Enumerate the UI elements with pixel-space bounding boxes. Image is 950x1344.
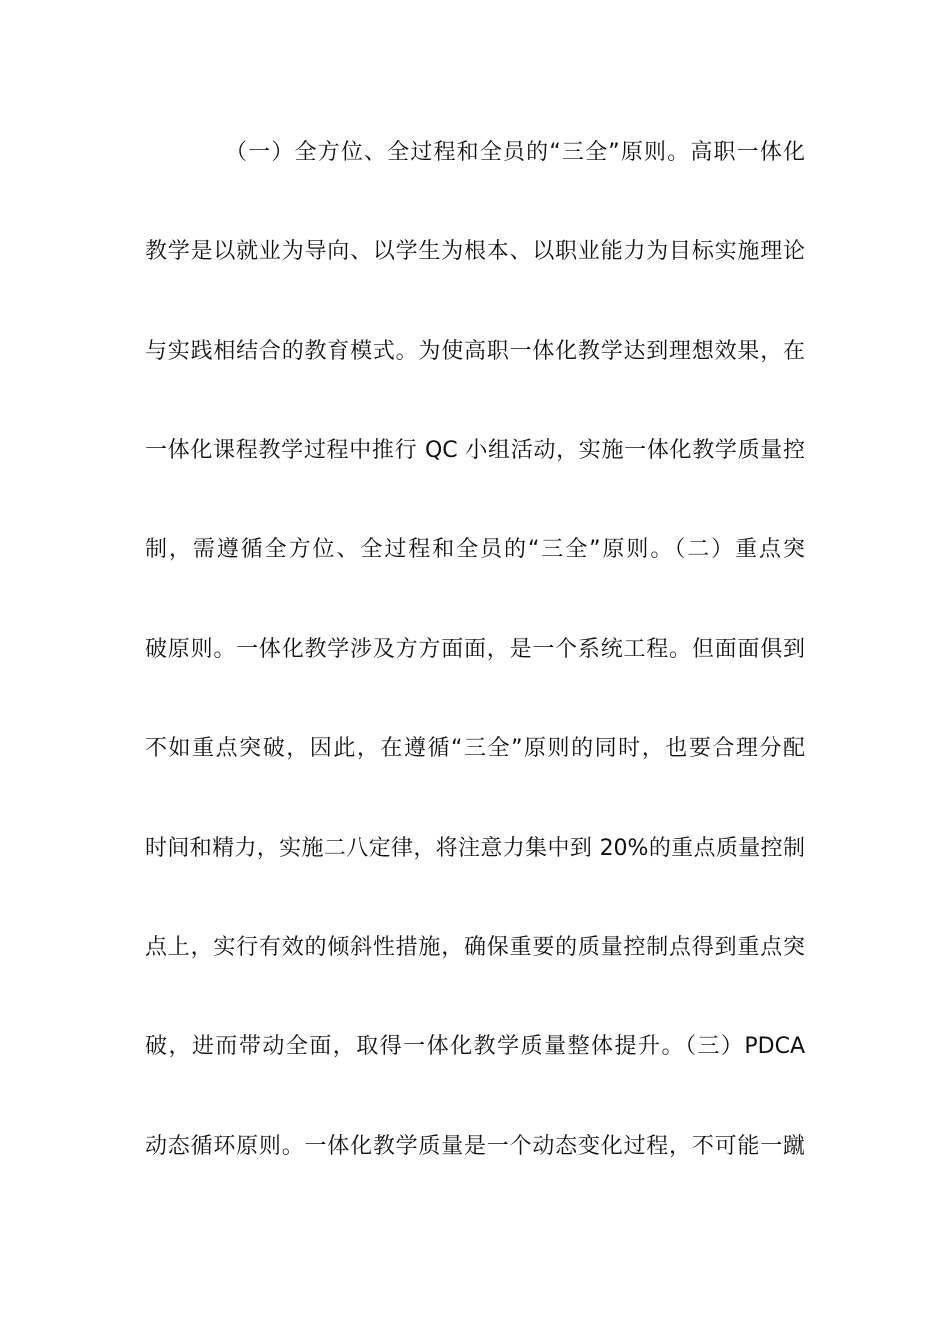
paragraph-line-6: 破原则。一体化教学涉及方方面面，是一个系统工程。但面面俱到: [145, 637, 805, 662]
paragraph-line-9: 点上，实行有效的倾斜性措施，确保重要的质量控制点得到重点突: [145, 935, 805, 960]
paragraph-line-5: 制，需遵循全方位、全过程和全员的“三全”原则。（二）重点突: [145, 537, 805, 562]
paragraph-line-7: 不如重点突破，因此，在遵循“三全”原则的同时，也要合理分配: [145, 736, 805, 761]
paragraph-line-10: 破，进而带动全面，取得一体化教学质量整体提升。（三）PDCA: [145, 1034, 805, 1059]
paragraph-line-1: （一）全方位、全过程和全员的“三全”原则。高职一体化: [225, 140, 805, 165]
paragraph-line-3: 与实践相结合的教育模式。为使高职一体化教学达到理想效果，在: [145, 339, 805, 364]
paragraph-line-2: 教学是以就业为导向、以学生为根本、以职业能力为目标实施理论: [145, 239, 805, 264]
paragraph-line-11: 动态循环原则。一体化教学质量是一个动态变化过程，不可能一蹴: [145, 1134, 805, 1159]
paragraph-line-4: 一体化课程教学过程中推行 QC 小组活动，实施一体化教学质量控: [145, 438, 805, 463]
paragraph-line-8: 时间和精力，实施二八定律，将注意力集中到 20%的重点质量控制: [145, 836, 805, 861]
